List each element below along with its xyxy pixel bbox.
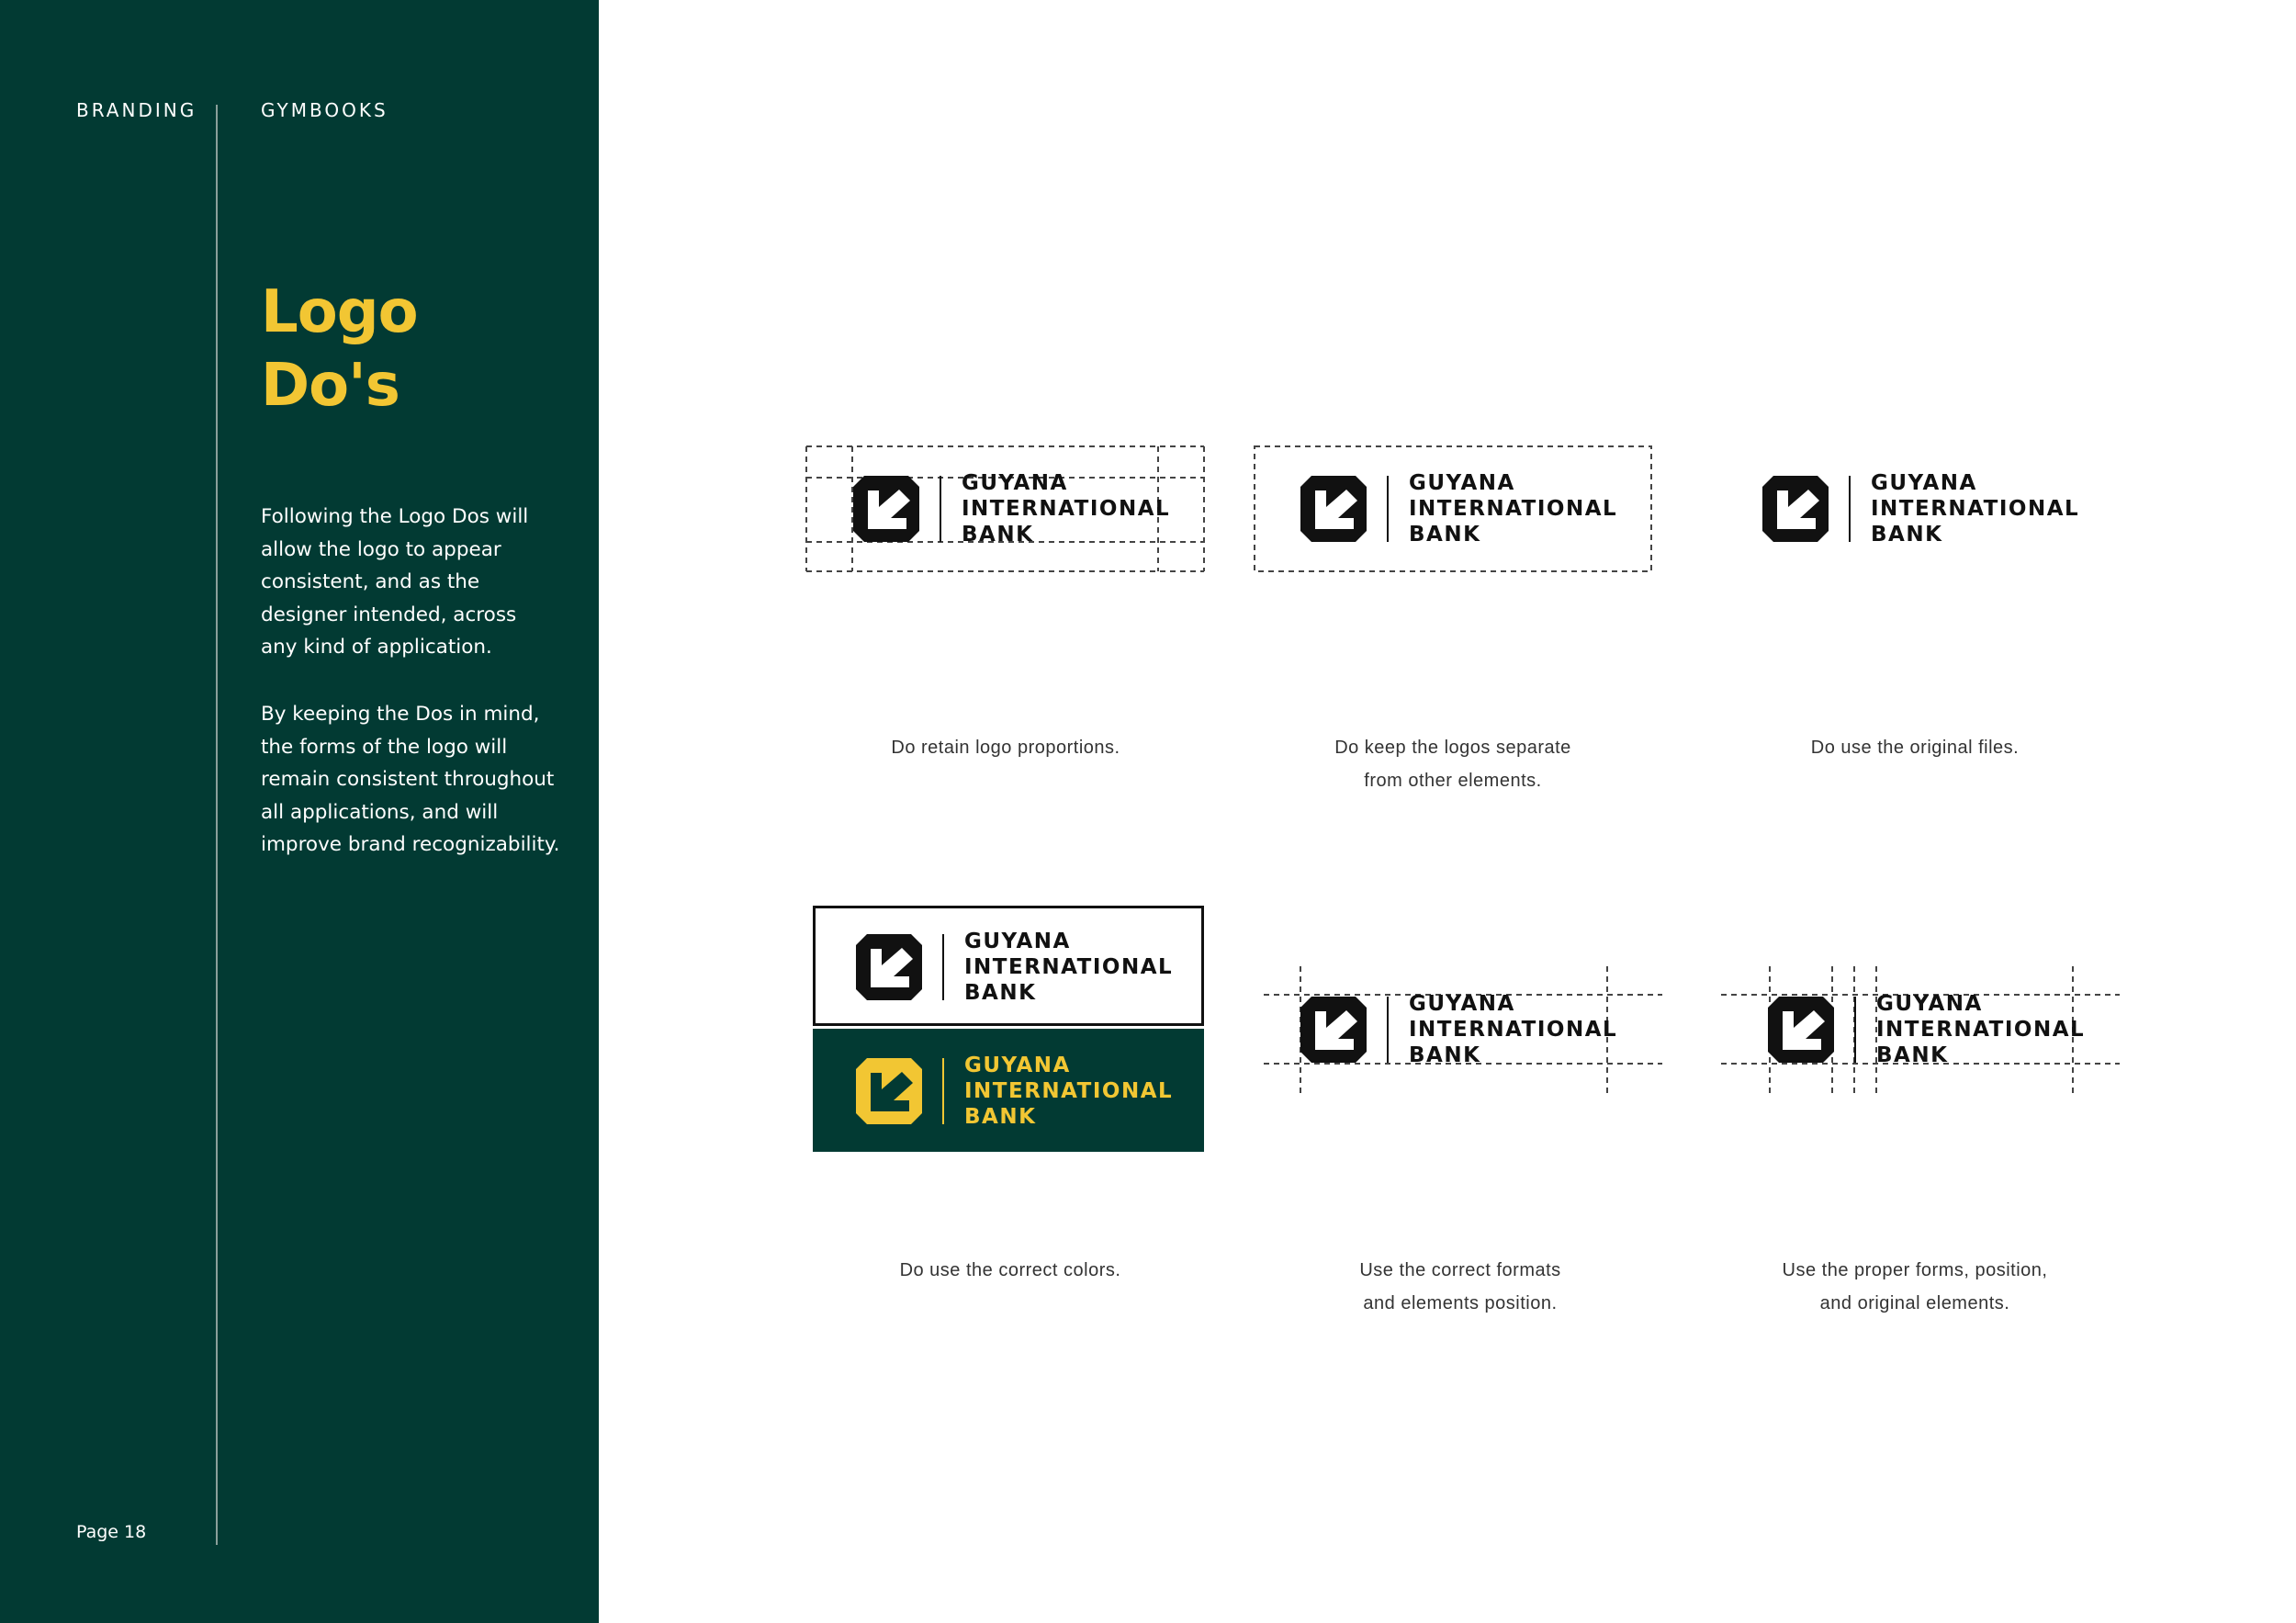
logo-separator xyxy=(942,934,944,1000)
arrow-down-left-badge-icon xyxy=(856,1058,922,1124)
header-branding-label: BRANDING xyxy=(76,99,197,121)
intro-line: designer intended, across xyxy=(261,603,517,626)
page-title-line1: Logo xyxy=(261,278,418,346)
logo-wordmark xyxy=(964,929,1173,1006)
page-title xyxy=(261,276,418,423)
caption-example-4 xyxy=(827,1254,1194,1287)
logo-word: BANK xyxy=(1409,1043,1481,1067)
logo-separator xyxy=(1387,997,1389,1063)
sidebar-divider xyxy=(216,105,218,1545)
intro-line: consistent, and as the xyxy=(261,570,480,594)
logo-separator xyxy=(1387,476,1389,542)
logo-word: INTERNATIONAL xyxy=(1871,497,2080,521)
logo-word: BANK xyxy=(1871,523,1943,547)
caption-line: Use the correct formats xyxy=(1359,1260,1561,1280)
caption-example-3 xyxy=(1731,731,2099,764)
logo-separator xyxy=(940,476,941,542)
arrow-down-left-badge-icon xyxy=(856,934,922,1000)
caption-line: Do retain logo proportions. xyxy=(891,738,1120,758)
logo-word: GUYANA xyxy=(964,1054,1071,1077)
logo-wordmark xyxy=(1409,991,1617,1068)
logo-wordmark xyxy=(964,1053,1173,1130)
caption-line: and original elements. xyxy=(1819,1293,2010,1313)
logo-word: INTERNATIONAL xyxy=(964,955,1174,979)
logo-word: GUYANA xyxy=(962,471,1068,495)
logo-word: INTERNATIONAL xyxy=(1409,1018,1618,1042)
caption-example-1 xyxy=(822,731,1189,764)
logo-word: GUYANA xyxy=(964,930,1071,953)
logo-separator xyxy=(942,1058,944,1124)
caption-line: Use the proper forms, position, xyxy=(1782,1260,2048,1280)
intro-line: Following the Logo Dos will xyxy=(261,505,529,528)
arrow-down-left-badge-icon xyxy=(1762,476,1829,542)
intro-line: remain consistent throughout xyxy=(261,768,555,792)
logo-wordmark xyxy=(1871,470,2079,547)
logo-word: BANK xyxy=(1409,523,1481,547)
intro-line: all applications, and will xyxy=(261,800,499,824)
caption-example-2 xyxy=(1269,731,1637,797)
logo-wordmark xyxy=(1876,991,2085,1068)
logo-word: GUYANA xyxy=(1876,992,1983,1016)
arrow-down-left-badge-icon xyxy=(1300,476,1367,542)
logo-wordmark xyxy=(962,470,1170,547)
intro-paragraph-2 xyxy=(261,698,591,862)
caption-example-5 xyxy=(1277,1254,1644,1320)
logo-word: GUYANA xyxy=(1409,471,1515,495)
page-title-line2: Do's xyxy=(261,352,400,420)
logo-word: INTERNATIONAL xyxy=(962,497,1171,521)
intro-line: By keeping the Dos in mind, xyxy=(261,703,540,726)
logo-word: INTERNATIONAL xyxy=(1409,497,1618,521)
logo-word: INTERNATIONAL xyxy=(1876,1018,2086,1042)
caption-line: from other elements. xyxy=(1364,771,1542,791)
intro-line: any kind of application. xyxy=(261,636,492,659)
intro-paragraph-1 xyxy=(261,501,591,664)
logo-word: BANK xyxy=(1876,1043,1949,1067)
caption-line: Do use the correct colors. xyxy=(899,1260,1121,1280)
logo-separator xyxy=(1854,997,1856,1063)
intro-line: allow the logo to appear xyxy=(261,537,501,561)
logo-word: GUYANA xyxy=(1871,471,1977,495)
caption-line: Do keep the logos separate xyxy=(1334,738,1571,758)
page-number: Page 18 xyxy=(76,1522,147,1542)
intro-line: improve brand recognizability. xyxy=(261,833,560,857)
caption-line: Do use the original files. xyxy=(1810,738,2020,758)
header-gymbooks-label: GYMBOOKS xyxy=(261,99,388,121)
logo-separator xyxy=(1849,476,1851,542)
arrow-down-left-badge-icon xyxy=(1300,997,1367,1063)
intro-line: the forms of the logo will xyxy=(261,735,508,759)
arrow-down-left-badge-icon xyxy=(1768,997,1834,1063)
logo-word: BANK xyxy=(964,981,1037,1005)
logo-word: BANK xyxy=(964,1105,1037,1129)
logo-word: GUYANA xyxy=(1409,992,1515,1016)
logo-word: INTERNATIONAL xyxy=(964,1079,1174,1103)
logo-wordmark xyxy=(1409,470,1617,547)
caption-line: and elements position. xyxy=(1363,1293,1558,1313)
logo-word: BANK xyxy=(962,523,1034,547)
caption-example-6 xyxy=(1731,1254,2099,1320)
arrow-down-left-badge-icon xyxy=(853,476,919,542)
